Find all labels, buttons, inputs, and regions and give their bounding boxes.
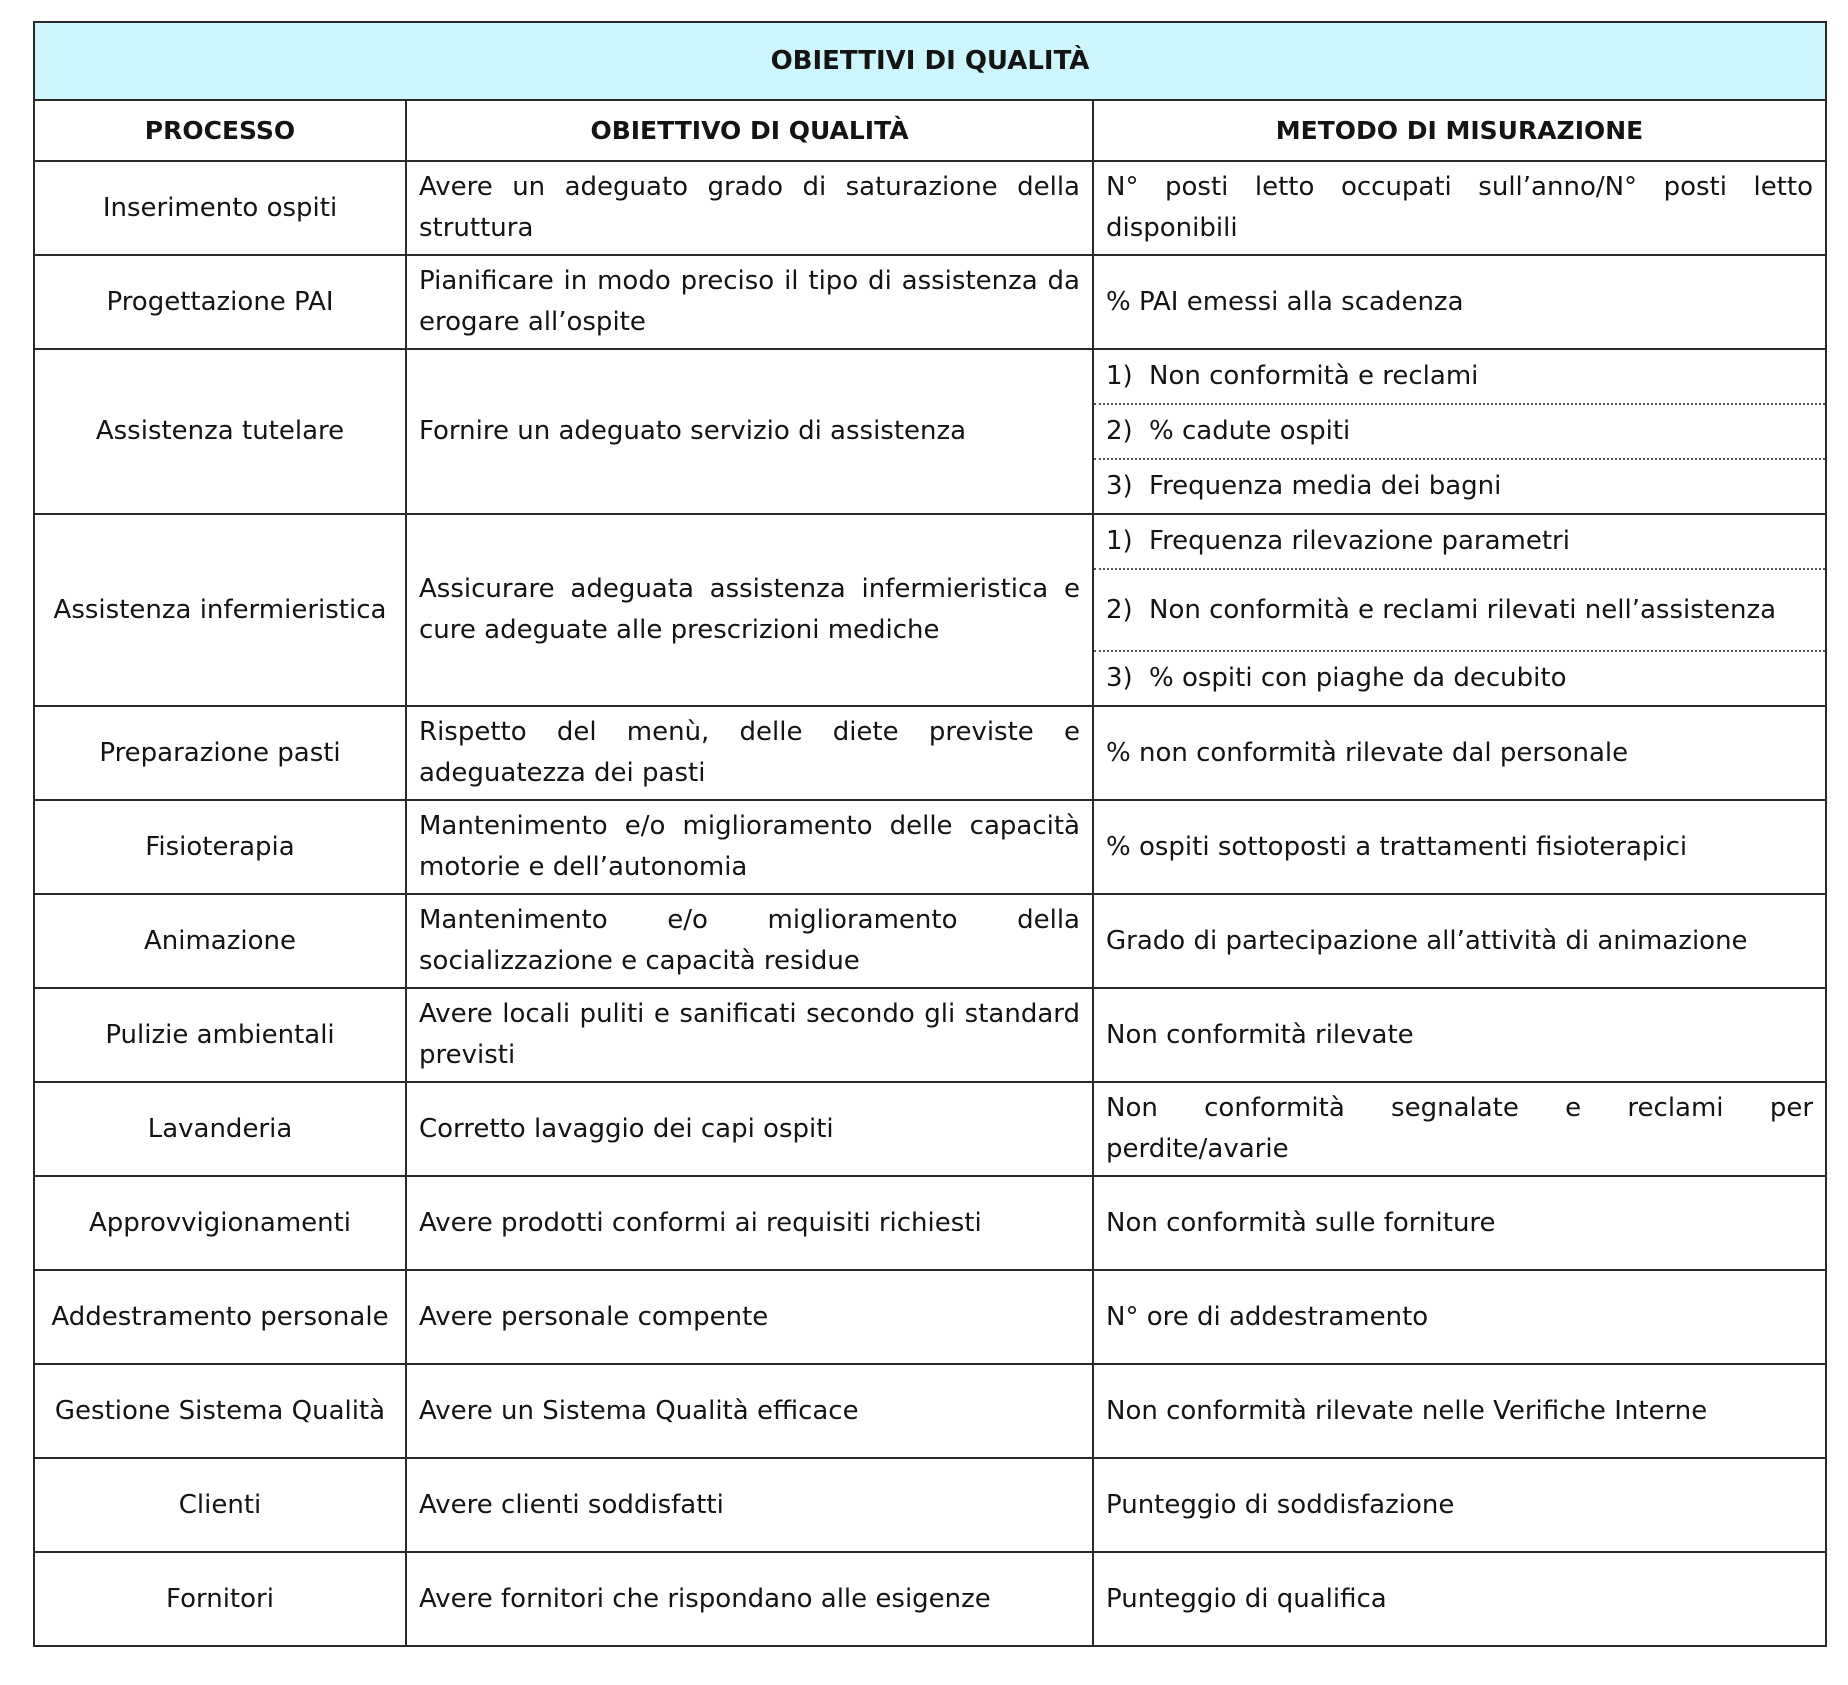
list-number: 3) (1106, 471, 1133, 501)
list-text: Frequenza rilevazione parametri (1149, 526, 1570, 556)
list-number: 2) (1106, 594, 1133, 625)
list-text: Non conformità e reclami (1149, 361, 1479, 391)
cell-processo: Gestione Sistema Qualità (34, 1364, 406, 1458)
cell-processo: Inserimento ospiti (34, 161, 406, 255)
cell-obiettivo: Mantenimento e/o miglioramento della socializzazione e capacità residue (406, 894, 1093, 988)
cell-obiettivo: Avere clienti soddisfatti (406, 1458, 1093, 1552)
cell-processo: Fisioterapia (34, 800, 406, 894)
cell-metodo: N° ore di addestramento (1093, 1270, 1826, 1364)
cell-processo: Animazione (34, 894, 406, 988)
list-number: 1) (1106, 526, 1133, 556)
cell-obiettivo: Mantenimento e/o miglioramento delle capacità motorie e dell’autonomia (406, 800, 1093, 894)
metodo-list-item (1094, 460, 1825, 513)
cell-obiettivo: Rispetto del menù, delle diete previste e adeguatezza dei pasti (406, 706, 1093, 800)
table-row (34, 1458, 1826, 1552)
cell-metodo: N° posti letto occupati sull’anno/N° posti letto disponibili (1093, 161, 1826, 255)
cell-metodo: Non conformità rilevate nelle Verifiche Interne (1093, 1364, 1826, 1458)
table-row (34, 161, 1826, 255)
table-row (34, 1364, 1826, 1458)
table-row (34, 1552, 1826, 1646)
table-row (34, 255, 1826, 349)
cell-obiettivo: Fornire un adeguato servizio di assistenza (406, 349, 1093, 514)
table-row (34, 706, 1826, 800)
table-row (34, 1082, 1826, 1176)
cell-obiettivo: Avere un Sistema Qualità efficace (406, 1364, 1093, 1458)
cell-obiettivo: Assicurare adeguata assistenza infermieristica e cure adeguate alle prescrizioni mediche (406, 514, 1093, 706)
cell-obiettivo: Corretto lavaggio dei capi ospiti (406, 1082, 1093, 1176)
cell-processo: Clienti (34, 1458, 406, 1552)
cell-obiettivo: Avere personale compente (406, 1270, 1093, 1364)
quality-objectives-table (33, 21, 1827, 1647)
list-number: 2) (1106, 416, 1133, 446)
cell-obiettivo: Avere locali puliti e sanificati secondo gli standard previsti (406, 988, 1093, 1082)
cell-metodo: Grado di partecipazione all’attività di animazione (1093, 894, 1826, 988)
list-number: 1) (1106, 361, 1133, 391)
table-row (34, 988, 1826, 1082)
cell-metodo-list (1093, 514, 1826, 706)
list-text: Non conformità e reclami rilevati nell’assistenza (1149, 594, 1777, 625)
header-metodo: METODO DI MISURAZIONE (1093, 100, 1826, 161)
cell-processo: Progettazione PAI (34, 255, 406, 349)
header-processo: PROCESSO (34, 100, 406, 161)
table-row (34, 894, 1826, 988)
metodo-list-item (1094, 515, 1825, 570)
cell-processo: Pulizie ambientali (34, 988, 406, 1082)
table-row (34, 1270, 1826, 1364)
cell-metodo-list (1093, 349, 1826, 514)
metodo-list-item (1094, 405, 1825, 460)
cell-processo: Preparazione pasti (34, 706, 406, 800)
header-obiettivo: OBIETTIVO DI QUALITÀ (406, 100, 1093, 161)
metodo-list-item (1094, 652, 1825, 705)
cell-metodo: Non conformità segnalate e reclami per perdite/avarie (1093, 1082, 1826, 1176)
table-row (34, 514, 1826, 706)
cell-metodo: % non conformità rilevate dal personale (1093, 706, 1826, 800)
cell-processo: Assistenza tutelare (34, 349, 406, 514)
cell-metodo: Punteggio di soddisfazione (1093, 1458, 1826, 1552)
table-row (34, 1176, 1826, 1270)
table-row (34, 800, 1826, 894)
table-title: OBIETTIVI DI QUALITÀ (34, 22, 1826, 100)
cell-processo: Assistenza infermieristica (34, 514, 406, 706)
cell-metodo: % PAI emessi alla scadenza (1093, 255, 1826, 349)
cell-metodo: Non conformità rilevate (1093, 988, 1826, 1082)
list-text: Frequenza media dei bagni (1149, 471, 1502, 501)
quality-objectives-document (33, 21, 1825, 1647)
table-row (34, 349, 1826, 514)
metodo-list-item (1094, 570, 1825, 652)
list-text: % cadute ospiti (1149, 416, 1351, 446)
cell-processo: Lavanderia (34, 1082, 406, 1176)
metodo-list-item (1094, 350, 1825, 405)
cell-obiettivo: Avere fornitori che rispondano alle esigenze (406, 1552, 1093, 1646)
cell-processo: Addestramento personale (34, 1270, 406, 1364)
list-text: % ospiti con piaghe da decubito (1149, 663, 1567, 693)
cell-metodo: % ospiti sottoposti a trattamenti fisioterapici (1093, 800, 1826, 894)
list-number: 3) (1106, 663, 1133, 693)
cell-metodo: Punteggio di qualifica (1093, 1552, 1826, 1646)
cell-obiettivo: Pianificare in modo preciso il tipo di assistenza da erogare all’ospite (406, 255, 1093, 349)
cell-obiettivo: Avere prodotti conformi ai requisiti richiesti (406, 1176, 1093, 1270)
cell-processo: Approvvigionamenti (34, 1176, 406, 1270)
cell-metodo: Non conformità sulle forniture (1093, 1176, 1826, 1270)
cell-obiettivo: Avere un adeguato grado di saturazione della struttura (406, 161, 1093, 255)
cell-processo: Fornitori (34, 1552, 406, 1646)
